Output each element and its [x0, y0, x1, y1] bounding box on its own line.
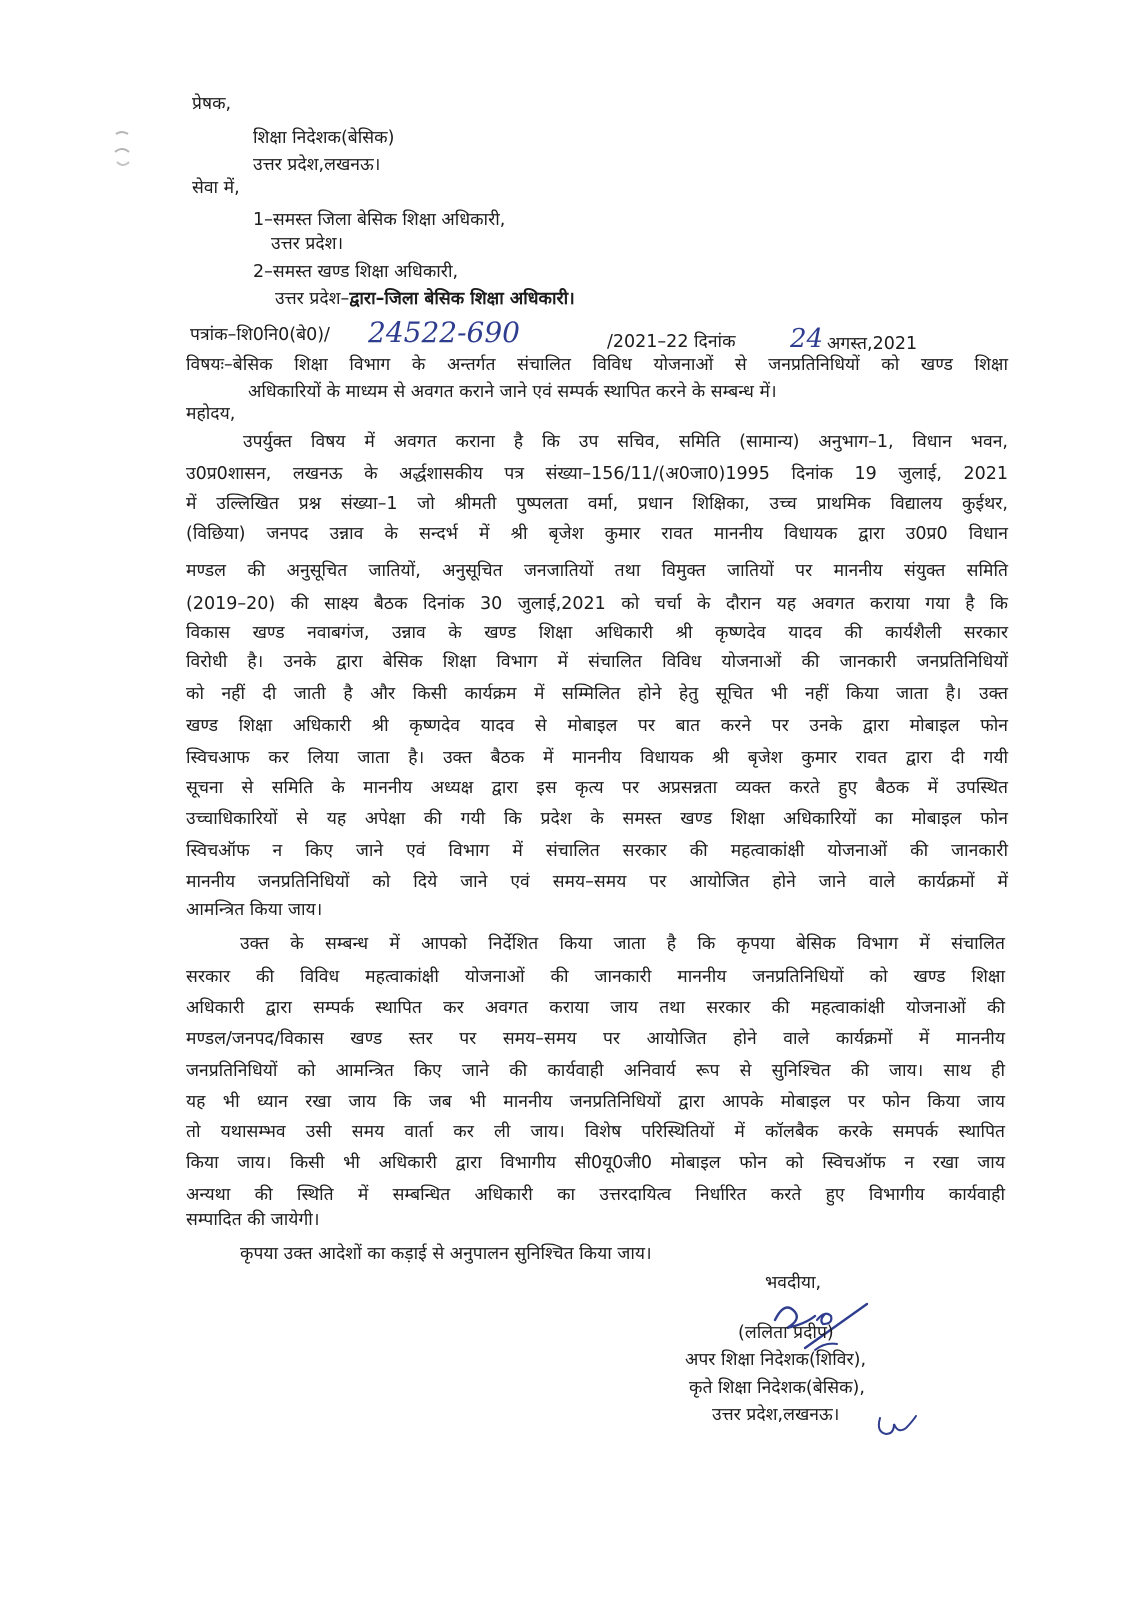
recipient-2-line-1: 2–समस्त खण्ड शिक्षा अधिकारी, — [253, 262, 459, 282]
paragraph-1-line: को नहीं दी जाती है और किसी कार्यक्रम में सम्मिलित होने हेतु सूचित भी नहीं किया जाता है। उक्त — [186, 684, 1008, 704]
signatory-name: (ललिता प्रदीप) — [738, 1323, 834, 1343]
paragraph-1-line: उ0प्र0शासन, लखनऊ के अर्द्धशासकीय पत्र संख्या–156/11/(अ0जा0)1995 दिनांक 19 जुलाई, 2021 — [186, 464, 1008, 484]
paragraph-2-line: यह भी ध्यान रखा जाय कि जब भी माननीय जनप्रतिनिधियों द्वारा आपके मोबाइल पर फोन किया जाय — [186, 1092, 1005, 1112]
recipient-1-line-2: उत्तर प्रदेश। — [271, 234, 344, 254]
reference-month-year: अगस्त,2021 — [827, 334, 918, 354]
paragraph-1-line: उपर्युक्त विषय में अवगत कराना है कि उप सचिव, समिति (सामान्य) अनुभाग–1, विधान भवन, — [243, 432, 1008, 452]
paragraph-2-line: सम्पादित की जायेगी। — [186, 1210, 320, 1230]
paragraph-2-line: मण्डल/जनपद/विकास खण्ड स्तर पर समय–समय पर आयोजित होने वाले कार्यक्रमों में माननीय — [186, 1029, 1005, 1049]
paragraph-1-line: आमन्त्रित किया जाय। — [186, 900, 323, 920]
to-label: सेवा में, — [192, 178, 240, 198]
paragraph-1-line: (विछिया) जनपद उन्नाव के सन्दर्भ में श्री बृजेश कुमार रावत माननीय विधायक द्वारा उ0प्र0 विधान — [186, 524, 1008, 544]
paragraph-2-line: तो यथासम्भव उसी समय वार्ता कर ली जाय। विशेष परिस्थितियों में कॉलबैक करके समपर्क स्थापित — [186, 1122, 1005, 1142]
reference-session: /2021–22 दिनांक — [607, 332, 736, 352]
reference-number-handwritten: 24522-690 — [368, 316, 520, 349]
subject-line-2: अधिकारियों के माध्यम से अवगत कराने जाने एवं सम्पर्क स्थापित करने के सम्बन्ध में। — [248, 382, 777, 402]
paragraph-1-line: खण्ड शिक्षा अधिकारी श्री कृष्णदेव यादव से मोबाइल पर बात करने पर उनके द्वारा मोबाइल फोन — [186, 716, 1008, 736]
paragraph-1-line: स्विचऑफ न किए जाने एवं विभाग में संचालित सरकार की महत्वाकांक्षी योजनाओं की जानकारी — [186, 841, 1008, 861]
recipient-2-via: द्वारा–जिला बेसिक शिक्षा अधिकारी। — [349, 289, 575, 309]
paragraph-2-line: अन्यथा की स्थिति में सम्बन्धित अधिकारी का उत्तरदायित्व निर्धारित करते हुए विभागीय कार्यवाही — [186, 1185, 1005, 1205]
sender-label: प्रेषक, — [192, 94, 232, 114]
sender-line-1: शिक्षा निदेशक(बेसिक) — [253, 128, 395, 148]
recipient-1-line-1: 1–समस्त जिला बेसिक शिक्षा अधिकारी, — [253, 210, 506, 230]
paragraph-1-line: माननीय जनप्रतिनिधियों को दिये जाने एवं समय–समय पर आयोजित होने जाने वाले कार्यक्रमों में — [186, 872, 1008, 892]
paragraph-1-line: में उल्लिखित प्रश्न संख्या–1 जो श्रीमती पुष्पलता वर्मा, प्रधान शिक्षिका, उच्च प्राथमिक विद्यालय कुईथर, — [186, 494, 1008, 514]
reference-prefix: पत्रांक–शि0नि0(बे0)/ — [190, 325, 330, 345]
paragraph-2-line: उक्त के सम्बन्ध में आपको निर्देशित किया जाता है कि कृपया बेसिक विभाग में संचालित — [240, 934, 1005, 954]
paragraph-1-line: सूचना से समिति के माननीय अध्यक्ष द्वारा इस कृत्य पर अप्रसन्नता व्यक्त करते हुए बैठक में उपस्थित — [186, 778, 1008, 798]
initials-mark — [872, 1408, 922, 1442]
salutation: महोदय, — [186, 404, 236, 424]
paragraph-1-line: मण्डल की अनुसूचित जातियों, अनुसूचित जनजातियों तथा विमुक्त जातियों पर माननीय संयुक्त समिति — [186, 561, 1008, 581]
sender-line-2: उत्तर प्रदेश,लखनऊ। — [253, 155, 381, 175]
recipient-2-line-2 — [275, 291, 575, 309]
valediction: भवदीया, — [765, 1273, 822, 1293]
paragraph-1-line: स्विचआफ कर लिया जाता है। उक्त बैठक में माननीय विधायक श्री बृजेश कुमार रावत द्वारा दी गयी — [186, 748, 1008, 768]
subject-line-1: विषयः–बेसिक शिक्षा विभाग के अन्तर्गत संचालित विविध योजनाओं से जनप्रतिनिधियों को खण्ड शिक्षा — [186, 355, 1008, 375]
paragraph-2-line: किया जाय। किसी भी अधिकारी द्वारा विभागीय सी0यू0जी0 मोबाइल फोन को स्विचऑफ न रखा जाय — [186, 1153, 1005, 1173]
paragraph-2-line: सरकार की विविध महत्वाकांक्षी योजनाओं की जानकारी माननीय जनप्रतिनिधियों को खण्ड शिक्षा — [186, 967, 1005, 987]
recipient-2-state: उत्तर प्रदेश– — [275, 289, 350, 309]
signatory-for-line: कृते शिक्षा निदेशक(बेसिक), — [689, 1378, 865, 1398]
paragraph-2-line: अधिकारी द्वारा सम्पर्क स्थापित कर अवगत कराया जाय तथा सरकार की महत्वाकांक्षी योजनाओं की — [186, 998, 1005, 1018]
signatory-designation: अपर शिक्षा निदेशक(शिविर), — [685, 1350, 867, 1370]
paragraph-1-line: (2019–20) की साक्ष्य बैठक दिनांक 30 जुलाई,2021 को चर्चा के दौरान यह अवगत कराया गया है कि — [186, 594, 1008, 614]
signatory-place: उत्तर प्रदेश,लखनऊ। — [712, 1405, 840, 1425]
closing-line: कृपया उक्त आदेशों का कड़ाई से अनुपालन सुनिश्चित किया जाय। — [240, 1244, 652, 1264]
reference-day-handwritten: 24 — [790, 324, 824, 354]
paragraph-1-line: विरोधी है। उनके द्वारा बेसिक शिक्षा विभाग में संचालित विविध योजनाओं की जानकारी जनप्रतिनिधियों — [186, 652, 1008, 672]
paragraph-1-line: उच्चाधिकारियों से यह अपेक्षा की गयी कि प्रदेश के समस्त खण्ड शिक्षा अधिकारियों का मोबाइल फोन — [186, 809, 1008, 829]
punch-hole-mark — [112, 128, 134, 180]
paragraph-1-line: विकास खण्ड नवाबगंज, उन्नाव के खण्ड शिक्षा अधिकारी श्री कृष्णदेव यादव की कार्यशैली सरकार — [186, 623, 1008, 643]
paragraph-2-line: जनप्रतिनिधियों को आमन्त्रित किए जाने की कार्यवाही अनिवार्य रूप से सुनिश्चित की जाय। साथ ही — [186, 1061, 1005, 1081]
